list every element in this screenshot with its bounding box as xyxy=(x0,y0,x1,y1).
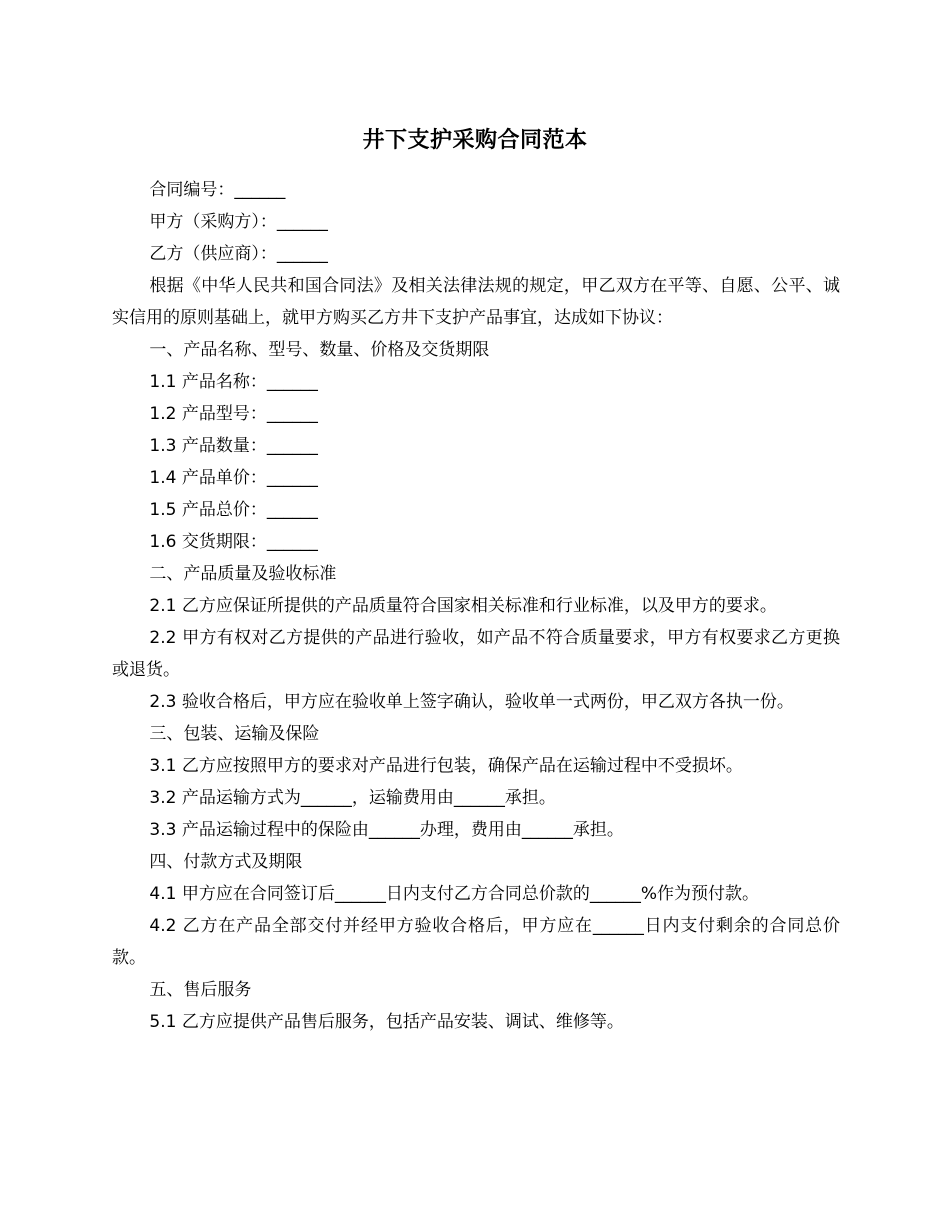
section-heading-5: 五、售后服务 xyxy=(149,980,252,1000)
clause-3-3: 3.3 产品运输过程中的保险由______办理，费用由______承担。 xyxy=(149,820,624,840)
section-heading-2: 二、产品质量及验收标准 xyxy=(149,564,337,584)
clause-2-2: 2.2 甲方有权对乙方提供的产品进行验收，如产品不符合质量要求，甲方有权要求乙方更换或退货。 xyxy=(112,628,840,680)
clause-3-1: 3.1 乙方应按照甲方的要求对产品进行包装，确保产品在运输过程中不受损坏。 xyxy=(149,756,743,776)
clause-1-5: 1.5 产品总价：______ xyxy=(149,500,318,520)
clause-1-4: 1.4 产品单价：______ xyxy=(149,468,318,488)
document-body xyxy=(112,174,840,1038)
clause-1-2: 1.2 产品型号：______ xyxy=(149,404,318,424)
contract-number-line: 合同编号：______ xyxy=(149,180,286,200)
clause-1-6: 1.6 交货期限：______ xyxy=(149,532,318,552)
section-heading-3: 三、包装、运输及保险 xyxy=(149,724,320,744)
section-heading-1: 一、产品名称、型号、数量、价格及交货期限 xyxy=(149,340,490,360)
clause-4-1: 4.1 甲方应在合同签订后______日内支付乙方合同总价款的______%作为预付款。 xyxy=(149,884,759,904)
clause-1-1: 1.1 产品名称：______ xyxy=(149,372,318,392)
clause-1-3: 1.3 产品数量：______ xyxy=(149,436,318,456)
preamble-paragraph: 根据《中华人民共和国合同法》及相关法律法规的规定，甲乙双方在平等、自愿、公平、诚实信用的原则基础上，就甲方购买乙方井下支护产品事宜，达成如下协议： xyxy=(112,276,840,328)
document-title: 井下支护采购合同范本 xyxy=(362,128,588,153)
clause-4-2: 4.2 乙方在产品全部交付并经甲方验收合格后，甲方应在______日内支付剩余的合同总价款。 xyxy=(112,916,840,968)
clause-2-3: 2.3 验收合格后，甲方应在验收单上签字确认，验收单一式两份，甲乙双方各执一份。 xyxy=(149,692,794,712)
clause-3-2: 3.2 产品运输方式为______，运输费用由______承担。 xyxy=(149,788,556,808)
clause-5-1: 5.1 乙方应提供产品售后服务，包括产品安装、调试、维修等。 xyxy=(149,1012,624,1032)
section-heading-4: 四、付款方式及期限 xyxy=(149,852,303,872)
clause-2-1: 2.1 乙方应保证所提供的产品质量符合国家相关标准和行业标准，以及甲方的要求。 xyxy=(149,596,777,616)
party-a-line: 甲方（采购方）：______ xyxy=(149,212,328,232)
party-b-line: 乙方（供应商）：______ xyxy=(149,244,328,264)
